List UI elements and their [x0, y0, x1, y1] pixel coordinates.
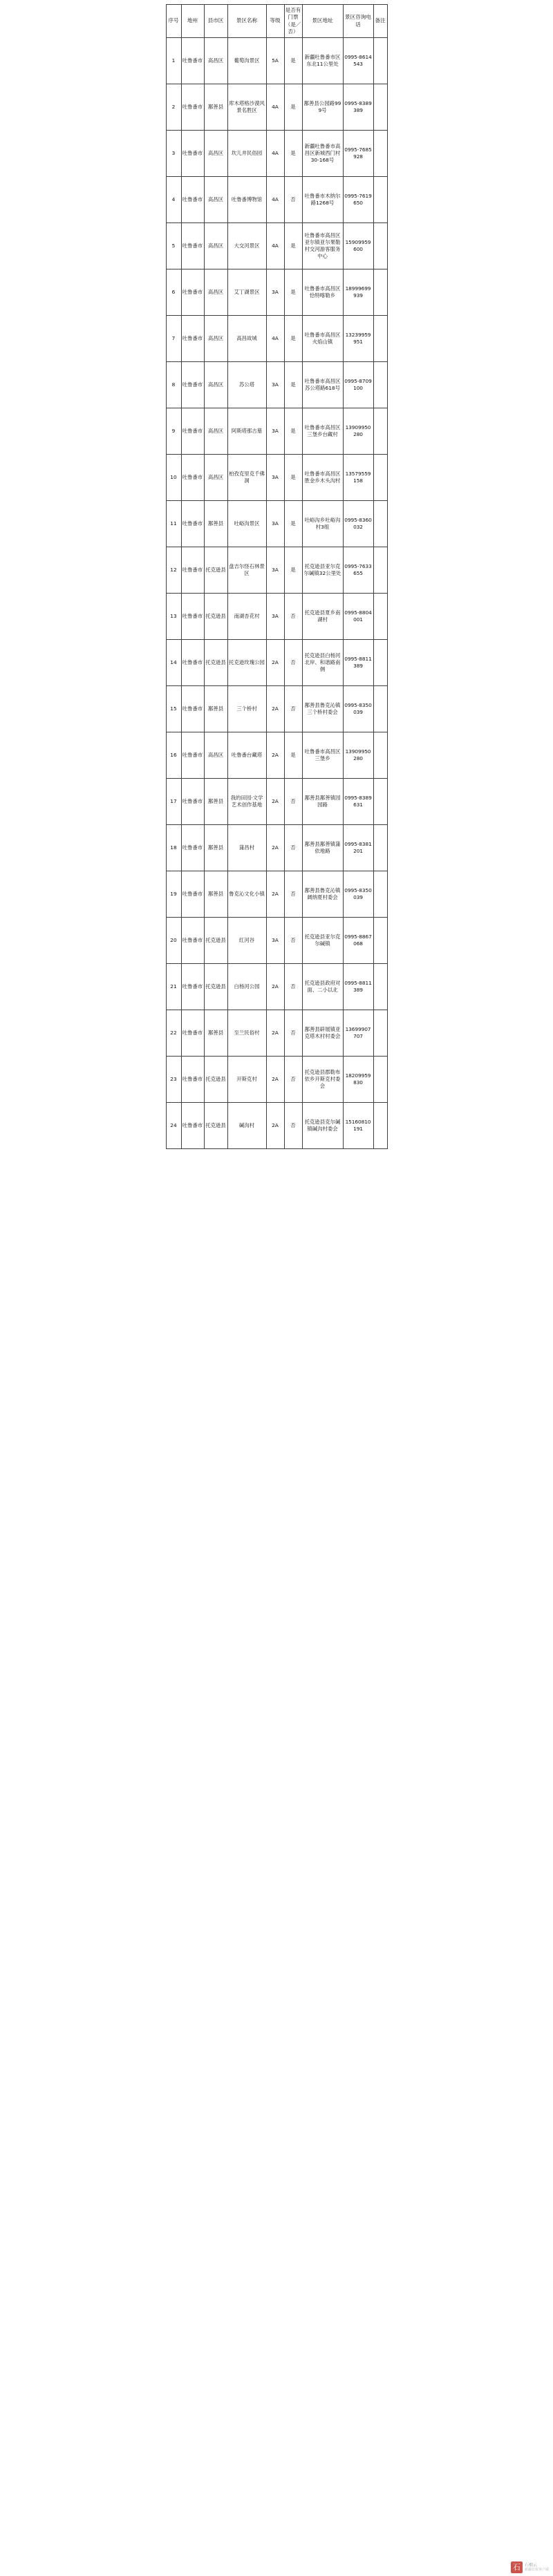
cell-prefecture: 吐鲁番市 — [181, 223, 204, 269]
cell-address: 托克逊县郡勒布依乡开斯克村委会 — [302, 1057, 343, 1103]
cell-index: 7 — [166, 316, 181, 362]
watermark — [511, 2561, 549, 2573]
cell-phone: 13699907707 — [343, 1010, 373, 1057]
cell-phone: 0995-8350039 — [343, 871, 373, 918]
cell-prefecture: 吐鲁番市 — [181, 871, 204, 918]
cell-level: 3A — [266, 918, 284, 964]
cell-phone: 0995-8360032 — [343, 501, 373, 547]
cell-county: 高昌区 — [204, 269, 227, 316]
cell-ticket: 是 — [284, 455, 302, 501]
cell-scenic-name: 南湖杏花村 — [227, 594, 266, 640]
table-header — [166, 5, 387, 38]
column-header-phone: 景区咨询电话 — [343, 5, 373, 38]
cell-county: 托克逊县 — [204, 1103, 227, 1149]
cell-address: 新疆吐鲁番市高昌区新城西门村30-168号 — [302, 131, 343, 177]
cell-prefecture: 吐鲁番市 — [181, 1057, 204, 1103]
cell-remark — [373, 362, 387, 408]
cell-level: 2A — [266, 871, 284, 918]
cell-phone: 15909959600 — [343, 223, 373, 269]
cell-address: 吐鲁番市高昌区三堡乡 — [302, 732, 343, 779]
cell-phone: 13579559158 — [343, 455, 373, 501]
cell-index: 17 — [166, 779, 181, 825]
cell-address: 托克逊县白杨河北岸、和谐路南侧 — [302, 640, 343, 686]
table-row — [166, 918, 387, 964]
watermark-subtitle: 新疆日报客户端 — [524, 2568, 549, 2573]
table-header-row — [166, 5, 387, 38]
cell-index: 21 — [166, 964, 181, 1010]
cell-prefecture: 吐鲁番市 — [181, 1103, 204, 1149]
cell-ticket: 否 — [284, 640, 302, 686]
cell-scenic-name: 高昌故城 — [227, 316, 266, 362]
table-body — [166, 38, 387, 1149]
cell-county: 托克逊县 — [204, 918, 227, 964]
cell-prefecture: 吐鲁番市 — [181, 779, 204, 825]
table-row — [166, 1010, 387, 1057]
cell-scenic-name: 盘吉尔怪石林景区 — [227, 547, 266, 594]
cell-address: 鄯善县鲁克沁镇阔纳夏村委会 — [302, 871, 343, 918]
cell-prefecture: 吐鲁番市 — [181, 547, 204, 594]
cell-index: 11 — [166, 501, 181, 547]
cell-remark — [373, 1103, 387, 1149]
table-row — [166, 547, 387, 594]
cell-ticket: 是 — [284, 501, 302, 547]
cell-remark — [373, 686, 387, 732]
table-row — [166, 131, 387, 177]
cell-prefecture: 吐鲁番市 — [181, 825, 204, 871]
cell-county: 鄯善县 — [204, 686, 227, 732]
table-row — [166, 1103, 387, 1149]
cell-county: 鄯善县 — [204, 501, 227, 547]
cell-address: 吐鲁番市高昌区恰特喀勒乡 — [302, 269, 343, 316]
cell-phone: 0995-8804001 — [343, 594, 373, 640]
cell-level: 2A — [266, 825, 284, 871]
cell-level: 2A — [266, 964, 284, 1010]
cell-ticket: 否 — [284, 177, 302, 223]
cell-phone: 0995-7619650 — [343, 177, 373, 223]
cell-phone: 0995-8350039 — [343, 686, 373, 732]
cell-scenic-name: 开斯克村 — [227, 1057, 266, 1103]
table-row — [166, 501, 387, 547]
cell-county: 鄯善县 — [204, 779, 227, 825]
watermark-logo: 石 — [511, 2561, 523, 2573]
cell-scenic-name: 至兰民俗村 — [227, 1010, 266, 1057]
cell-scenic-name: 库木塔格沙漠风景名胜区 — [227, 84, 266, 131]
cell-ticket: 是 — [284, 269, 302, 316]
cell-prefecture: 吐鲁番市 — [181, 1010, 204, 1057]
column-header-county: 县市区 — [204, 5, 227, 38]
cell-address: 托克逊县夏乡南湖村 — [302, 594, 343, 640]
column-header-remark: 备注 — [373, 5, 387, 38]
cell-level: 4A — [266, 223, 284, 269]
cell-level: 2A — [266, 1103, 284, 1149]
cell-ticket: 否 — [284, 1010, 302, 1057]
cell-county: 鄯善县 — [204, 1010, 227, 1057]
cell-ticket: 是 — [284, 732, 302, 779]
cell-index: 9 — [166, 408, 181, 455]
table-row — [166, 362, 387, 408]
cell-ticket: 是 — [284, 131, 302, 177]
cell-scenic-name: 柏孜克里克千佛洞 — [227, 455, 266, 501]
table-row — [166, 408, 387, 455]
cell-remark — [373, 732, 387, 779]
cell-ticket: 否 — [284, 1103, 302, 1149]
column-header-index: 序号 — [166, 5, 181, 38]
cell-address: 吐鲁番市高昌区火焰山镇 — [302, 316, 343, 362]
cell-scenic-name: 苏公塔 — [227, 362, 266, 408]
cell-level: 2A — [266, 732, 284, 779]
cell-index: 13 — [166, 594, 181, 640]
cell-prefecture: 吐鲁番市 — [181, 84, 204, 131]
cell-level: 2A — [266, 1057, 284, 1103]
cell-index: 23 — [166, 1057, 181, 1103]
table-row — [166, 223, 387, 269]
cell-remark — [373, 779, 387, 825]
cell-county: 托克逊县 — [204, 964, 227, 1010]
cell-prefecture: 吐鲁番市 — [181, 455, 204, 501]
table-row — [166, 1057, 387, 1103]
table-row — [166, 686, 387, 732]
cell-address: 吐峪沟乡吐峪沟村3组 — [302, 501, 343, 547]
cell-level: 5A — [266, 38, 284, 84]
cell-scenic-name: 阿斯塔那古墓 — [227, 408, 266, 455]
cell-index: 22 — [166, 1010, 181, 1057]
cell-level: 3A — [266, 269, 284, 316]
cell-remark — [373, 871, 387, 918]
cell-ticket: 否 — [284, 594, 302, 640]
table-row — [166, 871, 387, 918]
cell-prefecture: 吐鲁番市 — [181, 269, 204, 316]
cell-scenic-name: 白杨河公园 — [227, 964, 266, 1010]
cell-prefecture: 吐鲁番市 — [181, 408, 204, 455]
cell-remark — [373, 594, 387, 640]
cell-prefecture: 吐鲁番市 — [181, 640, 204, 686]
cell-ticket: 是 — [284, 84, 302, 131]
cell-remark — [373, 38, 387, 84]
cell-phone: 0995-8389389 — [343, 84, 373, 131]
cell-scenic-name: 坎儿井民俗园 — [227, 131, 266, 177]
cell-phone: 0995-8811389 — [343, 640, 373, 686]
cell-index: 4 — [166, 177, 181, 223]
cell-county: 托克逊县 — [204, 594, 227, 640]
cell-ticket: 否 — [284, 918, 302, 964]
cell-remark — [373, 269, 387, 316]
cell-level: 2A — [266, 779, 284, 825]
cell-level: 3A — [266, 408, 284, 455]
cell-phone: 0995-7633655 — [343, 547, 373, 594]
cell-county: 鄯善县 — [204, 825, 227, 871]
cell-scenic-name: 托克逊玫瑰公园 — [227, 640, 266, 686]
cell-index: 6 — [166, 269, 181, 316]
cell-index: 12 — [166, 547, 181, 594]
cell-remark — [373, 84, 387, 131]
cell-remark — [373, 455, 387, 501]
cell-prefecture: 吐鲁番市 — [181, 177, 204, 223]
cell-level: 4A — [266, 316, 284, 362]
cell-prefecture: 吐鲁番市 — [181, 964, 204, 1010]
cell-phone: 13909950280 — [343, 408, 373, 455]
cell-level: 4A — [266, 84, 284, 131]
cell-remark — [373, 1057, 387, 1103]
cell-address: 鄯善县鄯善镇园园路 — [302, 779, 343, 825]
table-row — [166, 640, 387, 686]
table-row — [166, 177, 387, 223]
cell-level: 3A — [266, 547, 284, 594]
cell-ticket: 否 — [284, 964, 302, 1010]
cell-scenic-name: 鲁克沁文化小镇 — [227, 871, 266, 918]
table-row — [166, 84, 387, 131]
cell-level: 4A — [266, 131, 284, 177]
cell-scenic-name: 大交河景区 — [227, 223, 266, 269]
cell-prefecture: 吐鲁番市 — [181, 38, 204, 84]
cell-remark — [373, 223, 387, 269]
table-row — [166, 38, 387, 84]
cell-remark — [373, 1010, 387, 1057]
cell-level: 2A — [266, 640, 284, 686]
cell-address: 吐鲁番市高昌区苏公塔路618号 — [302, 362, 343, 408]
cell-scenic-name: 碱沟村 — [227, 1103, 266, 1149]
cell-scenic-name: 吐鲁番台藏塔 — [227, 732, 266, 779]
cell-phone: 18999699939 — [343, 269, 373, 316]
cell-level: 3A — [266, 594, 284, 640]
cell-address: 吐鲁番市木纳尔路1268号 — [302, 177, 343, 223]
cell-ticket: 是 — [284, 38, 302, 84]
cell-prefecture: 吐鲁番市 — [181, 594, 204, 640]
cell-ticket: 否 — [284, 1057, 302, 1103]
table-row — [166, 732, 387, 779]
cell-index: 15 — [166, 686, 181, 732]
column-header-address: 景区地址 — [302, 5, 343, 38]
cell-index: 19 — [166, 871, 181, 918]
cell-index: 5 — [166, 223, 181, 269]
cell-level: 3A — [266, 501, 284, 547]
table-row — [166, 269, 387, 316]
cell-address: 鄯善县鄯善镇蒲依地路 — [302, 825, 343, 871]
cell-index: 20 — [166, 918, 181, 964]
cell-phone: 0995-8381201 — [343, 825, 373, 871]
cell-address: 托克逊县克尔碱镇碱沟村委会 — [302, 1103, 343, 1149]
cell-phone: 0995-8867068 — [343, 918, 373, 964]
column-header-prefecture: 地州 — [181, 5, 204, 38]
watermark-text — [525, 2563, 549, 2573]
cell-prefecture: 吐鲁番市 — [181, 918, 204, 964]
cell-address: 托克逊县亚尔克尔碱镇32公里处 — [302, 547, 343, 594]
cell-scenic-name: 葡萄沟景区 — [227, 38, 266, 84]
cell-ticket: 否 — [284, 779, 302, 825]
cell-scenic-name: 艾丁湖景区 — [227, 269, 266, 316]
cell-county: 高昌区 — [204, 316, 227, 362]
cell-county: 高昌区 — [204, 732, 227, 779]
cell-remark — [373, 825, 387, 871]
cell-address: 鄯善县鲁克沁镇三个桥村委会 — [302, 686, 343, 732]
cell-prefecture: 吐鲁番市 — [181, 316, 204, 362]
cell-phone: 0995-8811389 — [343, 964, 373, 1010]
cell-remark — [373, 177, 387, 223]
cell-scenic-name: 三个桥村 — [227, 686, 266, 732]
cell-address: 新疆吐鲁番市区东北11公里处 — [302, 38, 343, 84]
cell-phone: 13909950280 — [343, 732, 373, 779]
cell-level: 2A — [266, 686, 284, 732]
cell-address: 托克逊县政府对面、二小以北 — [302, 964, 343, 1010]
cell-address: 吐鲁番市高昌区亚尔镇亚尔果勒村交河游客服务中心 — [302, 223, 343, 269]
cell-ticket: 否 — [284, 825, 302, 871]
cell-level: 2A — [266, 1010, 284, 1057]
cell-county: 托克逊县 — [204, 1057, 227, 1103]
cell-address: 鄯善县辟展镇亚克塔木村村委会 — [302, 1010, 343, 1057]
cell-index: 18 — [166, 825, 181, 871]
table-row — [166, 316, 387, 362]
cell-phone: 0995-8614543 — [343, 38, 373, 84]
cell-scenic-name: 红河谷 — [227, 918, 266, 964]
cell-county: 鄯善县 — [204, 871, 227, 918]
cell-level: 4A — [266, 177, 284, 223]
table-row — [166, 779, 387, 825]
cell-remark — [373, 547, 387, 594]
table-row — [166, 964, 387, 1010]
table-row — [166, 825, 387, 871]
cell-county: 高昌区 — [204, 455, 227, 501]
table-row — [166, 455, 387, 501]
cell-remark — [373, 918, 387, 964]
cell-county: 高昌区 — [204, 38, 227, 84]
cell-phone: 0995-8709100 — [343, 362, 373, 408]
cell-ticket: 是 — [284, 547, 302, 594]
cell-index: 2 — [166, 84, 181, 131]
cell-remark — [373, 964, 387, 1010]
cell-index: 3 — [166, 131, 181, 177]
cell-scenic-name: 我的田园·文学艺术创作基地 — [227, 779, 266, 825]
cell-index: 8 — [166, 362, 181, 408]
column-header-scenic-name: 景区名称 — [227, 5, 266, 38]
cell-prefecture: 吐鲁番市 — [181, 686, 204, 732]
cell-remark — [373, 408, 387, 455]
cell-prefecture: 吐鲁番市 — [181, 131, 204, 177]
cell-ticket: 否 — [284, 686, 302, 732]
column-header-ticket: 是否有门票（是／否） — [284, 5, 302, 38]
cell-remark — [373, 131, 387, 177]
cell-index: 16 — [166, 732, 181, 779]
cell-county: 高昌区 — [204, 177, 227, 223]
cell-scenic-name: 蒲昌村 — [227, 825, 266, 871]
cell-county: 高昌区 — [204, 223, 227, 269]
cell-county: 高昌区 — [204, 362, 227, 408]
cell-index: 1 — [166, 38, 181, 84]
cell-ticket: 否 — [284, 871, 302, 918]
cell-remark — [373, 640, 387, 686]
cell-county: 托克逊县 — [204, 547, 227, 594]
cell-county: 高昌区 — [204, 131, 227, 177]
cell-index: 10 — [166, 455, 181, 501]
cell-remark — [373, 501, 387, 547]
cell-county: 高昌区 — [204, 408, 227, 455]
column-header-level: 等级 — [266, 5, 284, 38]
cell-phone: 18209959830 — [343, 1057, 373, 1103]
table-row — [166, 594, 387, 640]
cell-ticket: 是 — [284, 316, 302, 362]
cell-ticket: 是 — [284, 223, 302, 269]
cell-prefecture: 吐鲁番市 — [181, 732, 204, 779]
cell-address: 鄯善县公园路999号 — [302, 84, 343, 131]
cell-index: 14 — [166, 640, 181, 686]
cell-address: 托克逊县亚尔克尔碱镇 — [302, 918, 343, 964]
cell-prefecture: 吐鲁番市 — [181, 362, 204, 408]
cell-scenic-name: 吐峪沟景区 — [227, 501, 266, 547]
cell-phone: 0995-7685928 — [343, 131, 373, 177]
cell-county: 鄯善县 — [204, 84, 227, 131]
cell-remark — [373, 316, 387, 362]
cell-scenic-name: 吐鲁番博物馆 — [227, 177, 266, 223]
cell-phone: 15160810191 — [343, 1103, 373, 1149]
scenic-area-table — [166, 4, 388, 1149]
cell-prefecture: 吐鲁番市 — [181, 501, 204, 547]
cell-ticket: 是 — [284, 408, 302, 455]
cell-phone: 0995-8389631 — [343, 779, 373, 825]
cell-address: 吐鲁番市高昌区胜金乡木头沟村 — [302, 455, 343, 501]
cell-level: 3A — [266, 362, 284, 408]
cell-address: 吐鲁番市高昌区三堡乡台藏村 — [302, 408, 343, 455]
watermark-brand: 石榴云 — [524, 2562, 537, 2568]
cell-phone: 13239959951 — [343, 316, 373, 362]
cell-ticket: 是 — [284, 362, 302, 408]
cell-index: 24 — [166, 1103, 181, 1149]
cell-level: 3A — [266, 455, 284, 501]
cell-county: 托克逊县 — [204, 640, 227, 686]
